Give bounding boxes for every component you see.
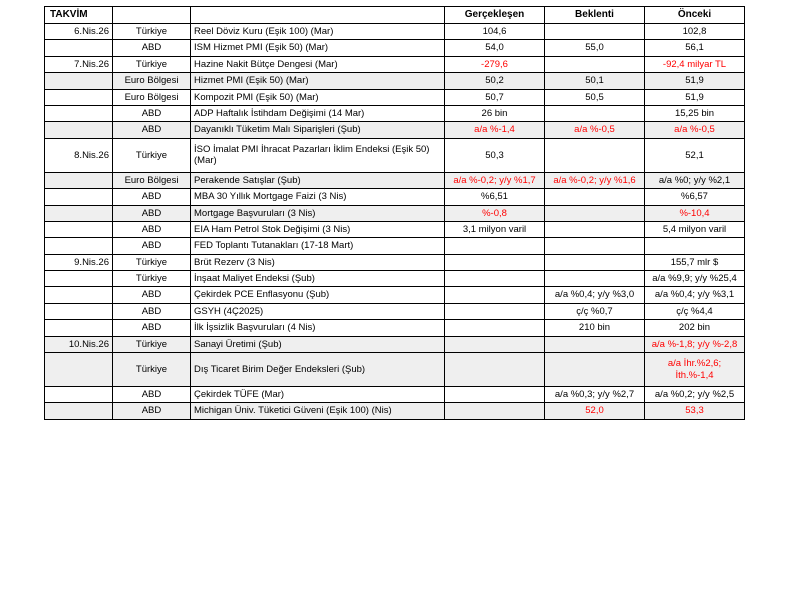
cell-actual: 54,0 — [445, 40, 545, 56]
cell-actual — [445, 336, 545, 352]
cell-event: İnşaat Maliyet Endeksi (Şub) — [191, 271, 445, 287]
table-row — [45, 221, 745, 237]
cell-expected: 210 bin — [545, 320, 645, 336]
cell-expected — [545, 24, 645, 40]
calendar-table — [44, 6, 745, 420]
cell-country: ABD — [113, 287, 191, 303]
cell-event: Dayanıklı Tüketim Malı Siparişleri (Şub) — [191, 122, 445, 138]
cell-country: Türkiye — [113, 138, 191, 172]
column-header-previous: Önceki — [645, 7, 745, 24]
cell-date: 10.Nis.26 — [45, 336, 113, 352]
cell-date — [45, 172, 113, 188]
cell-country: Türkiye — [113, 271, 191, 287]
cell-expected — [545, 353, 645, 387]
cell-event: Kompozit PMI (Eşik 50) (Mar) — [191, 89, 445, 105]
cell-event: EIA Ham Petrol Stok Değişimi (3 Nis) — [191, 221, 445, 237]
cell-country: ABD — [113, 40, 191, 56]
cell-expected: a/a %0,3; y/y %2,7 — [545, 387, 645, 403]
cell-previous: 56,1 — [645, 40, 745, 56]
cell-actual: %6,51 — [445, 189, 545, 205]
cell-expected — [545, 138, 645, 172]
cell-date: 7.Nis.26 — [45, 56, 113, 72]
cell-expected — [545, 254, 645, 270]
cell-expected: a/a %-0,5 — [545, 122, 645, 138]
cell-previous: %-10,4 — [645, 205, 745, 221]
cell-event: ISM Hizmet PMI (Eşik 50) (Mar) — [191, 40, 445, 56]
cell-actual — [445, 254, 545, 270]
cell-date — [45, 387, 113, 403]
cell-expected: 50,5 — [545, 89, 645, 105]
cell-actual: 3,1 milyon varil — [445, 221, 545, 237]
cell-country: ABD — [113, 221, 191, 237]
cell-previous: a/a %9,9; y/y %25,4 — [645, 271, 745, 287]
cell-date — [45, 89, 113, 105]
cell-date: 8.Nis.26 — [45, 138, 113, 172]
column-header-calendar: TAKVİM — [45, 7, 113, 24]
column-header-blank-1 — [113, 7, 191, 24]
cell-actual: 104,6 — [445, 24, 545, 40]
cell-expected — [545, 105, 645, 121]
table-row — [45, 205, 745, 221]
cell-date — [45, 403, 113, 419]
cell-event: Sanayi Üretimi (Şub) — [191, 336, 445, 352]
cell-country: Euro Bölgesi — [113, 89, 191, 105]
cell-date — [45, 40, 113, 56]
cell-previous — [645, 238, 745, 254]
cell-event: Reel Döviz Kuru (Eşik 100) (Mar) — [191, 24, 445, 40]
column-header-blank-2 — [191, 7, 445, 24]
table-row — [45, 403, 745, 419]
cell-actual: -279,6 — [445, 56, 545, 72]
cell-event: MBA 30 Yıllık Mortgage Faizi (3 Nis) — [191, 189, 445, 205]
cell-event: İSO İmalat PMI İhracat Pazarları İklim Endeksi (Eşik 50) (Mar) — [191, 138, 445, 172]
cell-country: ABD — [113, 320, 191, 336]
cell-previous: -92,4 milyar TL — [645, 56, 745, 72]
cell-country: Türkiye — [113, 353, 191, 387]
cell-country: ABD — [113, 122, 191, 138]
cell-actual — [445, 238, 545, 254]
cell-event: İlk İşsizlik Başvuruları (4 Nis) — [191, 320, 445, 336]
cell-previous: 52,1 — [645, 138, 745, 172]
cell-previous: 202 bin — [645, 320, 745, 336]
cell-actual: 50,7 — [445, 89, 545, 105]
cell-date — [45, 353, 113, 387]
cell-actual: %-0,8 — [445, 205, 545, 221]
cell-previous: ç/ç %4,4 — [645, 303, 745, 319]
cell-date — [45, 221, 113, 237]
cell-date: 9.Nis.26 — [45, 254, 113, 270]
cell-event: Hizmet PMI (Eşik 50) (Mar) — [191, 73, 445, 89]
cell-expected: a/a %0,4; y/y %3,0 — [545, 287, 645, 303]
cell-previous: 5,4 milyon varil — [645, 221, 745, 237]
cell-previous: 51,9 — [645, 73, 745, 89]
cell-country: ABD — [113, 205, 191, 221]
cell-expected — [545, 238, 645, 254]
cell-date — [45, 303, 113, 319]
cell-actual: a/a %-1,4 — [445, 122, 545, 138]
cell-previous: a/a %-1,8; y/y %-2,8 — [645, 336, 745, 352]
table-body — [45, 24, 745, 420]
cell-previous: a/a %0,2; y/y %2,5 — [645, 387, 745, 403]
cell-expected — [545, 205, 645, 221]
table-row — [45, 56, 745, 72]
cell-previous: 155,7 mlr $ — [645, 254, 745, 270]
table-row — [45, 40, 745, 56]
table-row — [45, 353, 745, 387]
cell-date — [45, 122, 113, 138]
table-row — [45, 287, 745, 303]
table-row — [45, 172, 745, 188]
cell-country: Euro Bölgesi — [113, 73, 191, 89]
cell-actual — [445, 353, 545, 387]
cell-date — [45, 105, 113, 121]
cell-country: Türkiye — [113, 56, 191, 72]
header-row — [45, 7, 745, 24]
cell-actual: 26 bin — [445, 105, 545, 121]
cell-event: ADP Haftalık İstihdam Değişimi (14 Mar) — [191, 105, 445, 121]
table-row — [45, 320, 745, 336]
cell-date — [45, 73, 113, 89]
cell-expected: 55,0 — [545, 40, 645, 56]
cell-expected — [545, 189, 645, 205]
table-row — [45, 24, 745, 40]
column-header-actual: Gerçekleşen — [445, 7, 545, 24]
cell-actual — [445, 287, 545, 303]
cell-event: Perakende Satışlar (Şub) — [191, 172, 445, 188]
cell-previous: 15,25 bin — [645, 105, 745, 121]
cell-event: Çekirdek TÜFE (Mar) — [191, 387, 445, 403]
cell-event: Mortgage Başvuruları (3 Nis) — [191, 205, 445, 221]
cell-country: ABD — [113, 387, 191, 403]
cell-country: ABD — [113, 189, 191, 205]
cell-event: Michigan Üniv. Tüketici Güveni (Eşik 100) (Nis) — [191, 403, 445, 419]
cell-country: Türkiye — [113, 336, 191, 352]
table-row — [45, 387, 745, 403]
cell-country: ABD — [113, 403, 191, 419]
cell-actual: a/a %-0,2; y/y %1,7 — [445, 172, 545, 188]
column-header-expected: Beklenti — [545, 7, 645, 24]
cell-expected — [545, 271, 645, 287]
cell-country: Türkiye — [113, 254, 191, 270]
table-row — [45, 238, 745, 254]
cell-previous: a/a %-0,5 — [645, 122, 745, 138]
table-row — [45, 254, 745, 270]
cell-country: Türkiye — [113, 24, 191, 40]
cell-previous: a/a %0,4; y/y %3,1 — [645, 287, 745, 303]
cell-actual — [445, 387, 545, 403]
table-row — [45, 138, 745, 172]
table-header — [45, 7, 745, 24]
cell-country: ABD — [113, 105, 191, 121]
cell-actual — [445, 403, 545, 419]
table-row — [45, 271, 745, 287]
cell-country: ABD — [113, 303, 191, 319]
cell-previous: 102,8 — [645, 24, 745, 40]
cell-actual: 50,3 — [445, 138, 545, 172]
cell-previous: a/a İhr.%2,6; İth.%-1,4 — [645, 353, 745, 387]
cell-date — [45, 271, 113, 287]
table-row — [45, 73, 745, 89]
cell-event: FED Toplantı Tutanakları (17-18 Mart) — [191, 238, 445, 254]
table-row — [45, 89, 745, 105]
cell-actual — [445, 303, 545, 319]
table-row — [45, 189, 745, 205]
table-row — [45, 122, 745, 138]
cell-event: Hazine Nakit Bütçe Dengesi (Mar) — [191, 56, 445, 72]
cell-expected: 52,0 — [545, 403, 645, 419]
cell-expected — [545, 56, 645, 72]
cell-previous: 53,3 — [645, 403, 745, 419]
table-row — [45, 336, 745, 352]
cell-expected — [545, 336, 645, 352]
cell-date — [45, 205, 113, 221]
table-row — [45, 303, 745, 319]
cell-date — [45, 287, 113, 303]
cell-actual — [445, 320, 545, 336]
cell-previous: 51,9 — [645, 89, 745, 105]
cell-actual: 50,2 — [445, 73, 545, 89]
cell-date — [45, 320, 113, 336]
cell-country: ABD — [113, 238, 191, 254]
cell-expected: 50,1 — [545, 73, 645, 89]
cell-event: Çekirdek PCE Enflasyonu (Şub) — [191, 287, 445, 303]
cell-actual — [445, 271, 545, 287]
cell-date — [45, 238, 113, 254]
table-row — [45, 105, 745, 121]
cell-expected: ç/ç %0,7 — [545, 303, 645, 319]
cell-event: Brüt Rezerv (3 Nis) — [191, 254, 445, 270]
cell-date — [45, 189, 113, 205]
cell-expected: a/a %-0,2; y/y %1,6 — [545, 172, 645, 188]
cell-event: GSYH (4Ç2025) — [191, 303, 445, 319]
cell-event: Dış Ticaret Birim Değer Endeksleri (Şub) — [191, 353, 445, 387]
cell-previous: %6,57 — [645, 189, 745, 205]
cell-expected — [545, 221, 645, 237]
cell-date: 6.Nis.26 — [45, 24, 113, 40]
cell-country: Euro Bölgesi — [113, 172, 191, 188]
cell-previous: a/a %0; y/y %2,1 — [645, 172, 745, 188]
